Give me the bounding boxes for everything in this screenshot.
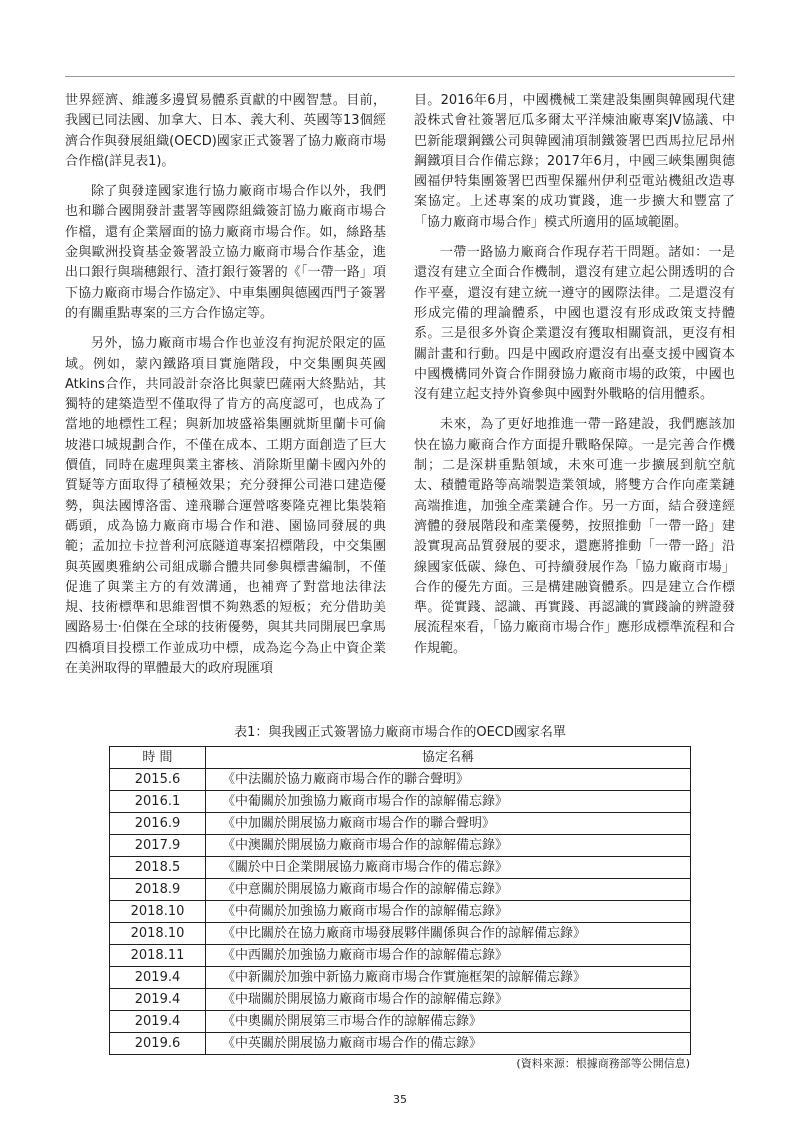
row-agreement-name: 《中英關於開展協力廠商市場合作的備忘錄》 xyxy=(206,1033,691,1055)
paragraph: 另外，協力廠商市場合作也並沒有拘泥於限定的區域。例如，蒙內鐵路項目實施階段，中交集團與英國Atkins合作，共同設計奈洛比與蒙巴薩兩大終點站，其獨特的建築造型不僅取得了肯方的高度認可，也成為了當地的地標性工程；與新加坡盛裕集團就斯里蘭卡可倫坡港口城規劃合作，不僅在成本、工期方面創造了巨大價值，同時在處理與業主審核、消除斯里蘭卡國內外的質疑等方面取得了積極效果；充分發揮公司港口建造優勢，與法國博洛雷、達飛聯合運營喀麥隆克裡比集裝箱碼頭，成為協力廠商市場合作和港、園協同發展的典範；孟加拉卡拉普利河底隧道專案招標階段，中交集團與英國奧雅納公司組成聯合體共同參與標書編制，不僅促進了與業主方的有效溝通，也補齊了對當地法律法規、技術標準和思維習慣不夠熟悉的短板；充分借助美國路易士·伯傑在全球的技術優勢，與其共同開展巴拿馬四橋項目投標工作並成功中標，成為迄今為止中資企業在美洲取得的單體最大的政府現匯項 xyxy=(65,336,386,677)
agreements-table xyxy=(109,746,691,1055)
paragraph: 目。2016年6月，中國機械工業建設集團與韓國現代建設株式會社簽署厄瓜多爾太平洋煉油廠專案JV協議、中巴新能環鋼鐵公司與韓國浦項制鐵簽署巴西馬拉尼昂州鋼鐵項目合作備忘錄；2017年6月，中國三峽集團與德國福伊特集團簽署巴西聖保羅州伊利亞電站機組改造專案協定。上述專案的成功實踐，進一步擴大和豐富了「協力廠商市場合作」模式所適用的區域範圍。 xyxy=(414,93,735,230)
row-agreement-name: 《關於中日企業開展協力廠商市場合作的備忘錄》 xyxy=(206,857,691,879)
row-agreement-name: 《中比關於在協力廠商市場發展夥伴關係與合作的諒解備忘錄》 xyxy=(206,923,691,945)
source-note: (資料來源：根據商務部等公開信息) xyxy=(516,1057,690,1070)
paragraph: 未來，為了更好地推進一帶一路建設，我們應該加快在協力廠商合作方面提升戰略保障。一是完善合作機制；二是深耕重點領域，未來可進一步擴展到航空航太、積體電路等高端製造業領域，將雙方合作向產業鏈高端推進，加強全產業鏈合作。另一方面，結合發達經濟體的發展階段和產業優勢，按照推動「一帶一路」建設實現高品質發展的要求，還應將推動「一帶一路」沿線國家低碳、綠色、可持續發展作為「協力廠商市場」合作的優先方面。三是構建融資體系。四是建立合作標準。從實踐、認識、再實踐、再認識的實踐論的辨證發展流程來看，「協力廠商市場合作」應形成標準流程和合作規範。 xyxy=(414,417,735,656)
row-date: 2019.4 xyxy=(110,1011,206,1033)
header-rule xyxy=(65,76,735,77)
row-date: 2019.6 xyxy=(110,1033,206,1055)
row-date: 2017.9 xyxy=(110,835,206,857)
table-row xyxy=(110,923,691,945)
table-body xyxy=(110,769,691,1055)
paragraph: 一帶一路協力廠商合作現存若干問題。諸如：一是還沒有建立全面合作機制，還沒有建立起公開透明的合作平臺，還沒有建立統一遵守的國際法律。二是還沒有形成完備的理論體系，中國也還沒有形成政策支持體系。三是很多外資企業還沒有獲取相關資訊，更沒有相關計畫和行動。四是中國政府還沒有出臺支援中國資本中國機構同外資合作開發協力廠商市場的政策，中國也沒有建立起支持外資參與中國對外戰略的信用體系。 xyxy=(414,245,735,403)
table-row xyxy=(110,791,691,813)
right-column xyxy=(414,91,735,659)
table-row xyxy=(110,857,691,879)
row-agreement-name: 《中新關於加強中新協力廠商市場合作實施框架的諒解備忘錄》 xyxy=(206,967,691,989)
row-date: 2016.1 xyxy=(110,791,206,813)
paragraph: 除了與發達國家進行協力廠商市場合作以外，我們也和聯合國開發計畫署等國際組織簽訂協力廠商市場合作檔，還有企業層面的協力廠商市場合作。如，絲路基金與歐洲投資基金簽署設立協力廠商市場合作基金，進出口銀行與瑞穗銀行、渣打銀行簽署的《「一帶一路」項下協力廠商市場合作協定》、中車集團與德國西門子簽署的有關重點專案的三方合作協定等。 xyxy=(65,184,386,321)
row-date: 2018.10 xyxy=(110,901,206,923)
row-date: 2018.11 xyxy=(110,945,206,967)
row-agreement-name: 《中澳關於開展協力廠商市場合作的諒解備忘錄》 xyxy=(206,835,691,857)
row-date: 2018.9 xyxy=(110,879,206,901)
row-agreement-name: 《中葡關於加強協力廠商市場合作的諒解備忘錄》 xyxy=(206,791,691,813)
row-date: 2018.5 xyxy=(110,857,206,879)
row-agreement-name: 《中荷關於加強協力廠商市場合作的諒解備忘錄》 xyxy=(206,901,691,923)
row-date: 2018.10 xyxy=(110,923,206,945)
left-column xyxy=(65,91,386,679)
row-agreement-name: 《中西關於加強協力廠商市場合作的諒解備忘錄》 xyxy=(206,945,691,967)
row-date: 2016.9 xyxy=(110,813,206,835)
row-agreement-name: 《中法關於協力廠商市場合作的聯合聲明》 xyxy=(206,769,691,791)
paragraph: 世界經濟、維護多邊貿易體系貢獻的中國智慧。目前，我國已同法國、加拿大、日本、義大利、英國等13個經濟合作與發展組織(OECD)國家正式簽署了協力廠商市場合作檔(詳見表1)。 xyxy=(65,93,386,169)
table-row xyxy=(110,1033,691,1055)
table-row xyxy=(110,879,691,901)
table-row xyxy=(110,1011,691,1033)
table-row xyxy=(110,989,691,1011)
table-row xyxy=(110,901,691,923)
row-date: 2019.4 xyxy=(110,967,206,989)
row-date: 2019.4 xyxy=(110,989,206,1011)
table-row xyxy=(110,769,691,791)
table-row xyxy=(110,967,691,989)
table-row xyxy=(110,945,691,967)
row-date: 2015.6 xyxy=(110,769,206,791)
table-row xyxy=(110,813,691,835)
page-number: 35 xyxy=(393,1093,407,1106)
column-header-agreement: 協定名稱 xyxy=(206,747,691,769)
table-row xyxy=(110,835,691,857)
row-agreement-name: 《中意關於開展協力廠商市場合作的諒解備忘錄》 xyxy=(206,879,691,901)
column-header-date: 時 間 xyxy=(110,747,206,769)
table-title: 表1：與我國正式簽署協力廠商市場合作的OECD國家名單 xyxy=(234,725,566,740)
row-agreement-name: 《中加關於開展協力廠商市場合作的聯合聲明》 xyxy=(206,813,691,835)
row-agreement-name: 《中瑞關於開展協力廠商市場合作的諒解備忘錄》 xyxy=(206,989,691,1011)
row-agreement-name: 《中奧關於開展第三市場合作的諒解備忘錄》 xyxy=(206,1011,691,1033)
table-header-row xyxy=(110,747,691,769)
